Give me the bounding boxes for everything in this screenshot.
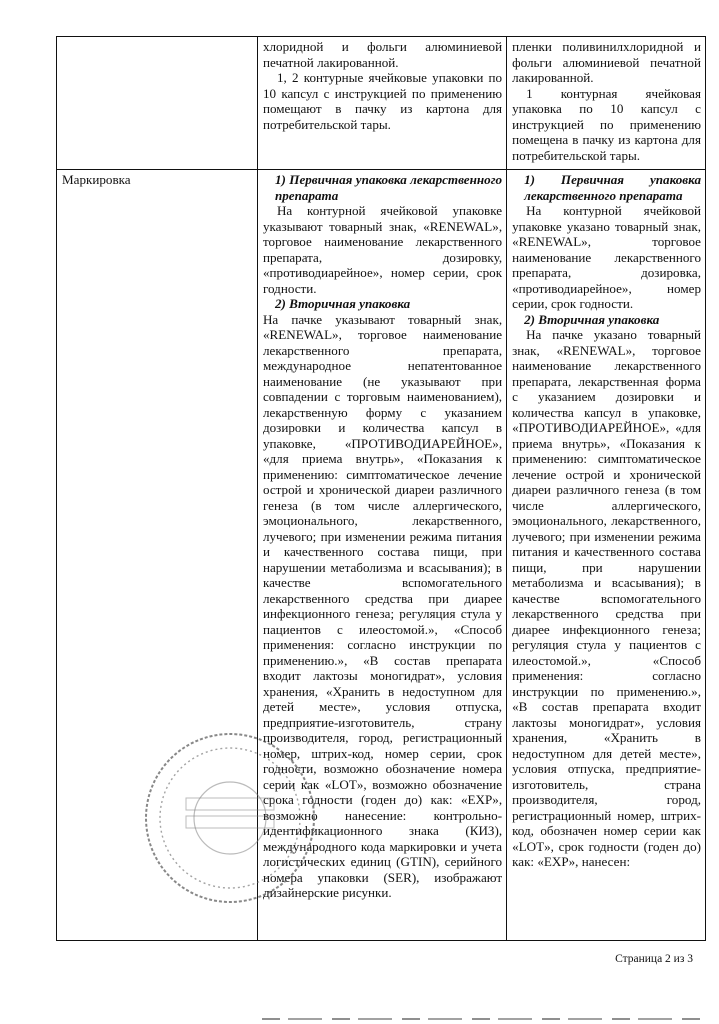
section-heading: 2) Вторичная упаковка [524,311,660,327]
paragraph: На контурной ячейковой упаковке указано товарный знак, «RENEWAL», торговое наименование лекарственного препарата, дозировка, «противодиарейное», номер серии, срок годности. [512,203,701,311]
paragraph: пленки поливинилхлоридной и фольги алюминиевой печатной лакированной. [512,39,701,85]
paragraph: На контурной ячейковой упаковке указывают товарный знак, «RENEWAL», торговое наименование лекарственного препарата, дозировку, «противодиарейное», номер серии, срок годности. [262,203,503,296]
section-heading: 1) Первичная упаковка лекарственного препарата [274,172,503,203]
section-heading: 1) Первичная упаковка лекарственного препарата [524,172,701,203]
proposed-text-cell [507,170,706,941]
page-number: Страница 2 из 3 [615,953,693,965]
scan-artifact [262,1018,702,1020]
current-text-cell [257,37,506,170]
paragraph: хлоридной и фольги алюминиевой печатной лакированной. [262,39,503,70]
row-label-cell [57,37,258,170]
row-label: Маркировка [62,172,131,187]
paragraph: 1, 2 контурные ячейковые упаковки по 10 капсул с инструкцией по применению помещают в пачку из картона для потребительской тары. [262,70,503,132]
section-heading: 2) Вторичная упаковка [274,296,411,311]
paragraph: На пачке указано товарный знак, «RENEWAL», торговое наименование лекарственного препарата, лекарственная форма с указанием дозировки и количества капсул в упаковке, «ПРОТИВОДИАРЕЙНОЕ», «для приема внутрь», «Показания к применению: симптоматическое лечение острой и хронической диареи различного генеза (в том числе аллергического, эмоционального, лекарственного, лучевого; при изменении режима питания и качественного состава пищи, при нарушении метаболизма и всасывания); в качестве вспомогательного лекарственного средства при диарее инфекционного генеза; регуляция стула у пациентов с илеостомой.», «Способ применения: согласно инструкции по применению.», «В состав препарата входит лактозы моногидрат», условия хранения, «Хранить в недоступном для детей месте», условия отпуска, предприятие-изготовитель, страна производителя, город, регистрационный номер, штрих-код, обозначен номер серии как «LOT», срок годности (годен до) как: «EXP», нанесен: [512,327,701,869]
table-row [57,37,706,170]
paragraph: На пачке указывают товарный знак, «RENEWAL», торговое наименование лекарственного препарата, международное непатентованное наименование (не указывают при совпадении с торговым наименованием), лекарственную форму с указанием дозировки и количества капсул в упаковке, «ПРОТИВОДИАРЕЙНОЕ», «для приема внутрь», «Показания к применению: симптоматическое лечение острой и хронической диареи различного генеза (в том числе аллергического, эмоционального, лекарственного, лучевого; при изменении режима питания и качественного состава пищи, при нарушении метаболизма и всасывания); в качестве вспомогательного лекарственного средства при диарее инфекционного генеза; регуляция стула у пациентов с илеостомой.», «Способ применения: согласно инструкции по применению.», «В состав препарата входит лактозы моногидрат», условия хранения, «Хранить в недоступном для детей месте», условия отпуска, предприятие-изготовитель, страну производителя, город, регистрационный номер, штрих-код, номер серии, срок годности, возможно обозначение номера серии как «LOT», возможно обозначение срока годности (годен до) как: «EXP», возможно нанесение: контрольно-идентификационного знака (КИЗ), международного кода маркировки и учета логистических единиц (GTIN), серийного номера упаковки (SER), изображают дизайнерские рисунки. [262,311,503,900]
paragraph: 1 контурная ячейковая упаковка по 10 капсул с инструкцией по применению помещена в пачку из картона для потребительской тары. [512,85,701,163]
proposed-text-cell [507,37,706,170]
official-stamp-icon [140,728,320,908]
